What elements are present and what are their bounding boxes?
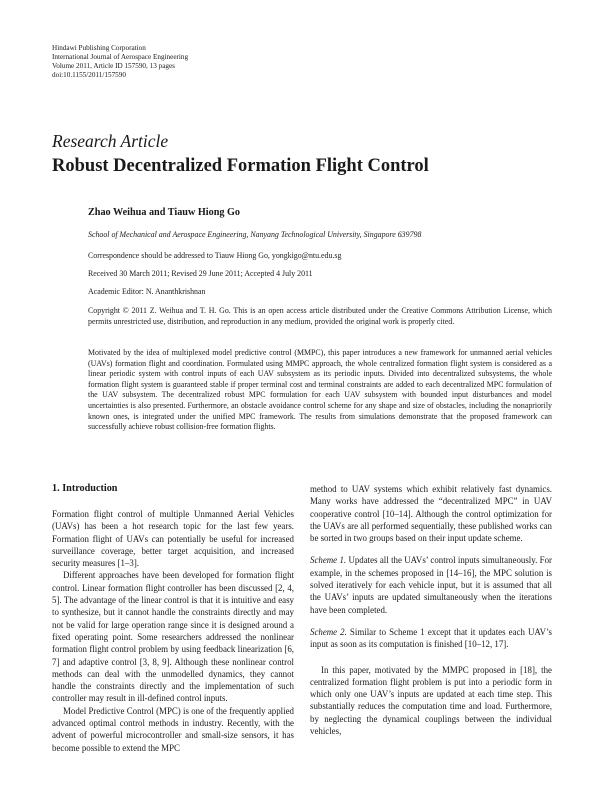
authors: Zhao Weihua and Tiauw Hiong Go [88,207,241,218]
paragraph: Formation flight control of multiple Unmanned Aerial Vehicles (UAVs) has been a hot research topic for the last few years. Formation flight of UAVs can potentially be useful for increased surveillance coverage, better target acquisition, and increased security measures [1–3]. [52,509,294,569]
dates: Received 30 March 2011; Revised 29 June 2011; Accepted 4 July 2011 [88,269,313,278]
left-column [52,483,294,754]
section-heading: 1. Introduction [52,483,118,494]
paragraph: In this paper, motivated by the MMPC proposed in [18], the centralized formation flight problem is put into a periodic form in which only one UAV’s inputs are updated at each time step. This substantially reduces the computation time and load. Furthermore, by neglecting the dynamical couplings between the individual vehicles, [310,664,552,737]
journal-header [52,44,188,80]
scheme-1-paragraph [310,554,552,615]
right-column [310,483,552,737]
abstract: Motivated by the idea of multiplexed model predictive control (MMPC), this paper introduces a new framework for unmanned aerial vehicles (UAVs) formation flight and coordination. Formulated using MMPC approach, the whole centralized formation flight system is considered as a linear periodic system with control inputs of each UAV subsystem as its periodic inputs. Divided into decentralized subsystems, the whole formation flight system is guaranteed stable if proper terminal cost and terminal constraints are added to each decentralized MPC formulation of the UAV subsystem. The decentralized robust MPC formulation for each UAV subsystem with bounded input disturbances and model uncertainties is also presented. Furthermore, an obstacle avoidance control scheme for any shape and size of obstacles, including the nonapriorily known ones, is integrated under the unified MPC framework. The results from simulations demonstrate that the proposed framework can successfully achieve robust collision-free formation flights. [88,348,552,432]
paragraph: method to UAV systems which exhibit relatively fast dynamics. Many works have addressed the “decentralized MPC” in UAV cooperative control [10–14]. Although the control optimization for the UAVs are all performed sequentially, these published works can be sorted in two groups based on their input update scheme. [310,484,552,544]
copyright-notice: Copyright © 2011 Z. Weihua and T. H. Go. This is an open access article distributed under the Creative Commons Attribution License, which permits unrestricted use, distribution, and reproduction in any medium, provided the original work is properly cited. [88,306,552,326]
scheme-2-text: Similar to Scheme 1 except that it updates each UAV’s input as soon as its computation is finished [10–12, 17]. [310,626,552,650]
journal-name: International Journal of Aerospace Engineering [52,53,189,61]
paragraph: Different approaches have been developed for formation flight control. Linear formation flight controller has been discussed [2, 4, 5]. The advantage of the linear control is that it is intuitive and easy to synthesize, but it cannot handle the constraints directly and may not be valid for large operation range since it is designed around a fixed operating point. Some researchers addressed the nonlinear formation flight control problem by using feedback linearization [6, 7] and adaptive control [3, 8, 9]. Although these nonlinear control methods can deal with the unmodelled dynamics, they cannot handle the constraints directly and the implementation of such controller may result in ill-defined control inputs. [52,570,294,704]
paper-title: Robust Decentralized Formation Flight Control [52,156,429,176]
scheme-1-text: Updates all the UAVs’ control inputs simultaneously. For example, in the schemes proposed in [14–16], the MPC solution is solved iteratively for each vehicle input, but it is assumed that all the UAVs’ inputs are updated simultaneously when the iterations have been completed. [310,555,552,615]
affiliation: School of Mechanical and Aerospace Engineering, Nanyang Technological University, Singapore 639798 [88,230,422,239]
doi: doi:10.1155/2011/157590 [52,71,126,79]
volume-info: Volume 2011, Article ID 157590, 13 pages [52,62,175,70]
correspondence: Correspondence should be addressed to Tiauw Hiong Go, yongkigo@ntu.edu.sg [88,251,342,260]
scheme-1-label: Scheme 1. [310,555,347,566]
publisher: Hindawi Publishing Corporation [52,44,146,52]
article-type: Research Article [52,131,169,151]
scheme-2-label: Scheme 2. [310,626,347,637]
scheme-2-paragraph [310,626,552,651]
academic-editor: Academic Editor: N. Ananthkrishnan [88,287,206,296]
paragraph: Model Predictive Control (MPC) is one of the frequently applied advanced optimal control methods in industry. Recently, with the advent of powerful microcontroller and small-size sensors, it has become possible to extend the MPC [52,705,294,753]
